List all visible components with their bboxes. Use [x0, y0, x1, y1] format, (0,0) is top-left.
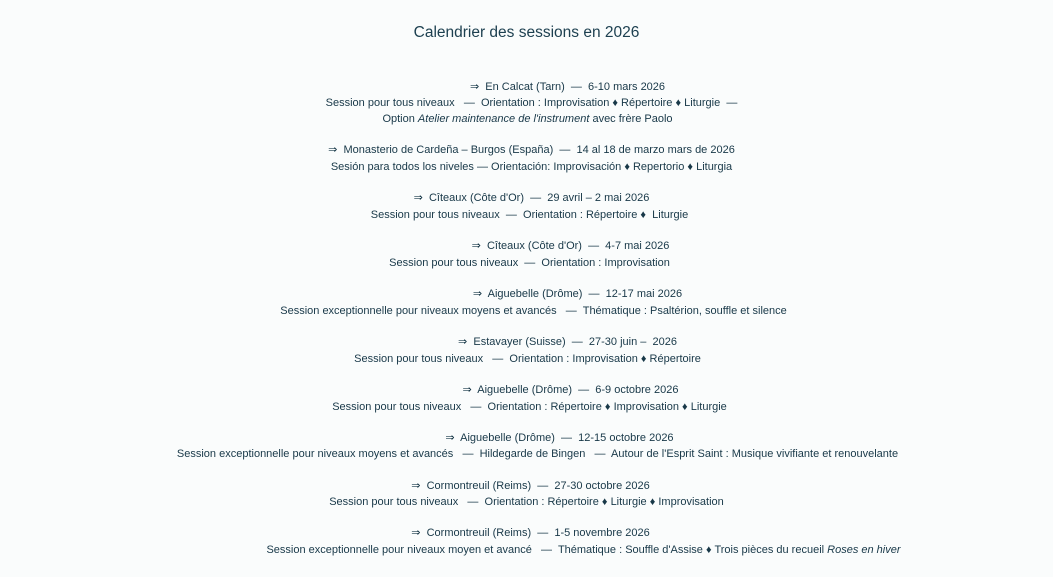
session-description: Session pour tous niveaux — Orientation : Improvisation: [389, 257, 670, 269]
arrow-icon: ⇒: [411, 480, 421, 492]
session-description: Session pour tous niveaux — Orientation : Improvisation ♦ Répertoire ♦ Liturgie —: [325, 97, 738, 109]
arrow-icon: ⇒: [472, 288, 483, 300]
session-description: Session pour tous niveaux — Orientation : Répertoire ♦ Liturgie: [370, 209, 689, 221]
session-heading: ⇒ Cîteaux (Côte d'Or) — 29 avril – 2 mai 2026: [413, 192, 650, 204]
arrow-icon: ⇒: [411, 527, 421, 539]
session-heading: ⇒ Cormontreuil (Reims) — 1-5 novembre 2026: [411, 527, 650, 539]
session-heading: ⇒ En Calcat (Tarn) — 6-10 mars 2026: [469, 81, 666, 93]
page-title: Calendrier des sessions en 2026: [413, 24, 640, 41]
arrow-icon: ⇒: [469, 81, 480, 93]
session-description: Session pour tous niveaux — Orientation : Répertoire ♦ Liturgie ♦ Improvisation: [329, 496, 724, 508]
session-option: Option Atelier maintenance de l'instrument avec frère Paolo: [382, 113, 673, 125]
session-heading: ⇒ Aiguebelle (Drôme) — 12-17 mai 2026: [472, 288, 683, 300]
session-heading: ⇒ Estavayer (Suisse) — 27-30 juin – 2026: [458, 336, 677, 348]
session-heading: ⇒ Cîteaux (Côte d'Or) — 4-7 mai 2026: [471, 240, 670, 252]
session-heading: ⇒ Monasterio de Cardeña – Burgos (España) — 14 al 18 de marzo mars de 2026: [328, 144, 735, 156]
session-description: Sesión para todos los niveles — Orientación: Improvisación ♦ Repertorio ♦ Liturgia: [330, 161, 733, 173]
arrow-icon: ⇒: [471, 240, 481, 252]
arrow-icon: ⇒: [413, 192, 423, 204]
arrow-icon: ⇒: [462, 384, 472, 396]
session-description: Session pour tous niveaux — Orientation : Répertoire ♦ Improvisation ♦ Liturgie: [332, 401, 727, 413]
session-description: Session pour tous niveaux — Orientation : Improvisation ♦ Répertoire: [354, 353, 701, 365]
arrow-icon: ⇒: [445, 432, 455, 444]
arrow-icon: ⇒: [328, 144, 338, 156]
session-description: Session exceptionnelle pour niveaux moyens et avancés — Thématique : Psaltérion, souffle et silence: [280, 305, 787, 317]
session-heading: ⇒ Aiguebelle (Drôme) — 6-9 octobre 2026: [462, 384, 679, 396]
session-heading: ⇒ Cormontreuil (Reims) — 27-30 octobre 2026: [411, 480, 650, 492]
session-heading: ⇒ Aiguebelle (Drôme) — 12-15 octobre 2026: [445, 432, 674, 444]
session-description: Session exceptionnelle pour niveaux moyen et avancé — Thématique : Souffle d'Assise ♦ Trois pièces du recueil Roses en hiver: [266, 544, 901, 556]
arrow-icon: ⇒: [458, 336, 468, 348]
session-description: Session exceptionnelle pour niveaux moyens et avancés — Hildegarde de Bingen — Autour de l'Esprit Saint : Musique vivifiante et renouvelante: [176, 448, 899, 460]
